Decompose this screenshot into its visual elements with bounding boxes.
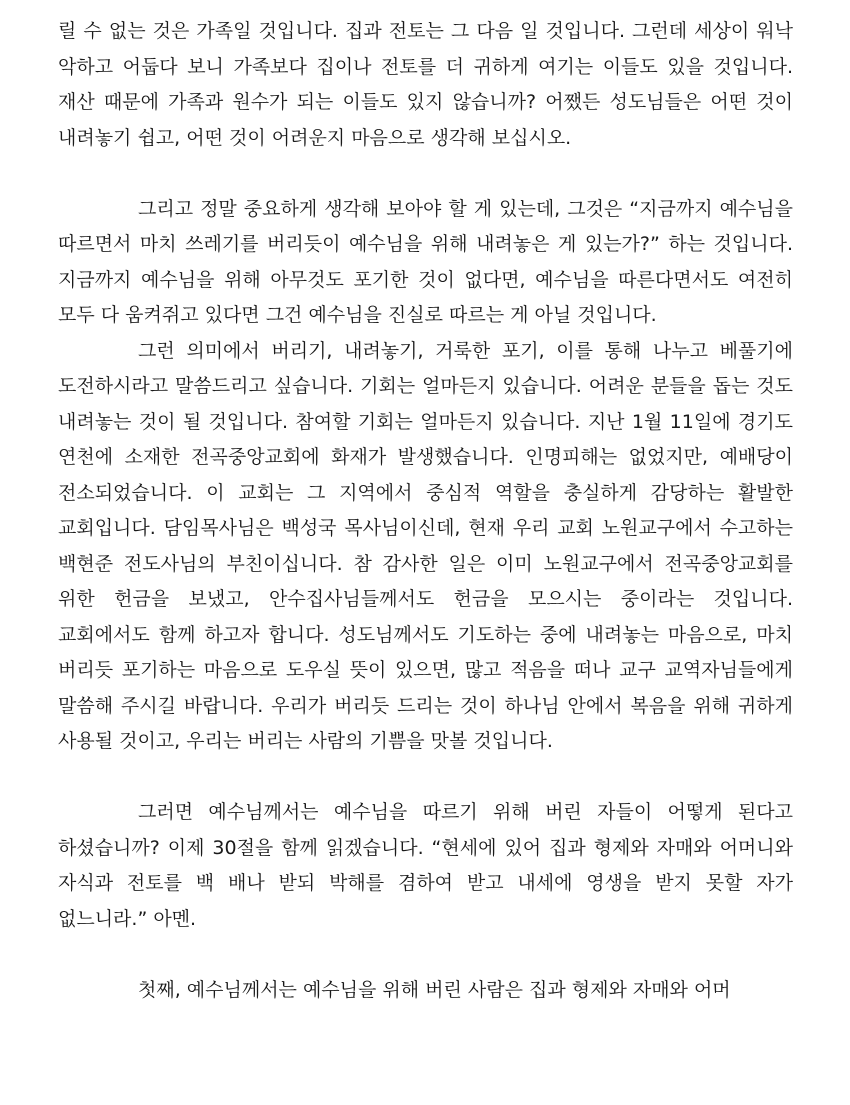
paragraph-spacer xyxy=(58,156,793,192)
paragraph-5: 첫째, 예수님께서는 예수님을 위해 버린 사람은 집과 형제와 자매와 어머 xyxy=(138,978,731,1001)
paragraph-spacer xyxy=(58,937,793,973)
paragraph-3: 그런 의미에서 버리기, 내려놓기, 거룩한 포기, 이를 통해 나누고 베풀기에 도전하시라고 말씀드리고 싶습니다. 기회는 얼마든지 있습니다. 어려운 분들을 돕는 것도 내려놓는 것이 될 것입니다. 참여할 기회는 얼마든지 있습니다. 지난 1월 11일에 경기도 연천에 소재한 전곡중앙교회에 화재가 발생했습니다. 인명피해는 없었지만, 예배당이 전소되었습니다. 이 교회는 그 지역에서 중심적 역할을 충실하게 감당하는 활발한 교회입니다. 담임목사님은 백성국 목사님이신데, 현재 우리 교회 노원교구에서 수고하는 백현준 전도사님의 부친이십니다. 참 감사한 일은 이미 노원교구에서 전곡중앙교회를 위한 헌금을 보냈고, 안수집사님들께서도 헌금을 모으시는 중이라는 것입니다. 교회에서도 함께 하고자 합니다. 성도님께서도 기도하는 중에 내려놓는 마음으로, 마치 버리듯 포기하는 마음으로 도우실 뜻이 있으면, 많고 적음을 떠나 교구 교역자님들에게 말씀해 주시길 바랍니다. 우리가 버리듯 드리는 것이 하나님 안에서 복음을 위해 귀하게 사용될 것이고, 우리는 버리는 사람의 기쁨을 맛볼 것입니다. xyxy=(58,339,793,752)
paragraph-spacer xyxy=(58,760,793,796)
paragraph-1: 릴 수 없는 것은 가족일 것입니다. 집과 전토는 그 다음 일 것입니다. 그런데 세상이 워낙 악하고 어둡다 보니 가족보다 집이나 전토를 더 귀하게 여기는 이들도 있을 것입니다. 재산 때문에 가족과 원수가 되는 이들도 있지 않습니까? 어쨌든 성도님들은 어떤 것이 내려놓기 쉽고, 어떤 것이 어려운지 마음으로 생각해 보십시오. xyxy=(58,20,793,149)
document-page xyxy=(58,14,793,1008)
paragraph-2: 그리고 정말 중요하게 생각해 보아야 할 게 있는데, 그것은 “지금까지 예수님을 따르면서 마치 쓰레기를 버리듯이 예수님을 위해 내려놓은 게 있는가?” 하는 것입니다. 지금까지 예수님을 위해 아무것도 포기한 것이 없다면, 예수님을 따른다면서도 여전히 모두 다 움켜쥐고 있다면 그건 예수님을 진실로 따르는 게 아닐 것입니다. xyxy=(58,197,793,326)
paragraph-4: 그러면 예수님께서는 예수님을 따르기 위해 버린 자들이 어떻게 된다고 하셨습니까? 이제 30절을 함께 읽겠습니다. “현세에 있어 집과 형제와 자매와 어머니와 자식과 전토를 백 배나 받되 박해를 겸하여 받고 내세에 영생을 받지 못할 자가 없느니라.” 아멘. xyxy=(58,801,793,930)
